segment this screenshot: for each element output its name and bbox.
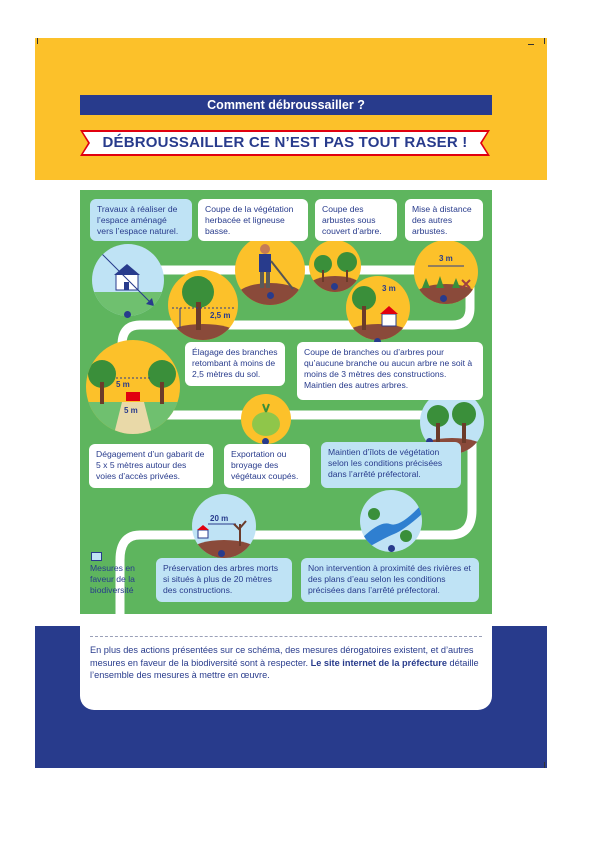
step-marker	[331, 283, 338, 290]
crop-mark	[544, 762, 545, 768]
step-3-box: Coupe des arbustes sous couvert d’arbre.	[315, 199, 397, 241]
measure-3m-house: 3 m	[382, 284, 396, 293]
step-2-box: Coupe de la végétation herbacée et ligneuse basse.	[198, 199, 308, 241]
step-6-box: Coupe de branches ou d’arbres pour qu’aucune branche ou aucun arbre ne soit à moins de 3 mètres des constructions. Maintien des autres arbres.	[297, 342, 483, 400]
house-illustration	[92, 244, 164, 316]
banner	[80, 130, 490, 156]
footer-text	[90, 644, 485, 682]
green-waste-illustration	[241, 394, 291, 444]
page-title: Comment débroussailler ?	[80, 95, 492, 115]
step-8-box: Exportation ou broyage des végétaux coupés.	[224, 444, 310, 488]
step-marker	[218, 550, 225, 557]
step-marker	[388, 545, 395, 552]
crop-mark	[528, 44, 534, 45]
prefecture-website-link[interactable]: Le site internet de la préfecture	[310, 657, 447, 668]
measure-20m: 20 m	[210, 514, 229, 523]
measure-2-5m: 2,5 m	[210, 311, 231, 320]
footer-text-part2: détaille l’ensemble des mesures à mettre en œuvre.	[90, 657, 479, 680]
step-9-box: Maintien d’îlots de végétation selon les conditions précisées dans l’arrêté préfectoral.	[321, 442, 461, 488]
crop-mark	[544, 38, 545, 44]
shrub-distance-illustration	[414, 240, 478, 304]
step-marker	[124, 311, 131, 318]
house-distance-illustration	[346, 276, 410, 340]
step-7-box: Dégagement d’un gabarit de 5 x 5 mètres autour des voies d’accès privées.	[89, 444, 213, 488]
dead-tree-illustration	[192, 494, 256, 558]
pruning-illustration	[168, 270, 238, 340]
step-marker	[267, 292, 274, 299]
step-11-box: Non intervention à proximité des rivières et des plans d’eau selon les conditions précisées dans l’arrêté préfectoral.	[301, 558, 479, 602]
footer-divider	[90, 636, 482, 637]
access-road-illustration	[86, 340, 180, 434]
measure-5m-width: 5 m	[124, 406, 138, 415]
footer-text-part1: En plus des actions présentées sur ce schéma, des mesures dérogatoires existent, et d’autres mesures en faveur de la biodiversité sont à respecter.	[90, 645, 474, 668]
step-4-box: Mise à distance des autres arbustes.	[405, 199, 483, 241]
step-1-box: Travaux à réaliser de l’espace aménagé vers l’espace naturel.	[90, 199, 192, 241]
step-marker	[440, 295, 447, 302]
step-10-box: Préservation des arbres morts si situés à plus de 20 mètres des constructions.	[156, 558, 292, 602]
river-illustration	[360, 490, 422, 552]
crop-mark	[37, 38, 38, 44]
banner-text: DÉBROUSSAILLER CE N’EST PAS TOUT RASER !	[102, 134, 468, 151]
measure-3m: 3 m	[439, 254, 453, 263]
step-5-box: Élagage des branches retombant à moins de 2,5 mètres du sol.	[185, 342, 285, 386]
legend-swatch	[91, 552, 102, 561]
legend-label: Mesures en faveur de la biodiversité	[90, 563, 135, 595]
measure-5m-height: 5 m	[116, 380, 130, 389]
